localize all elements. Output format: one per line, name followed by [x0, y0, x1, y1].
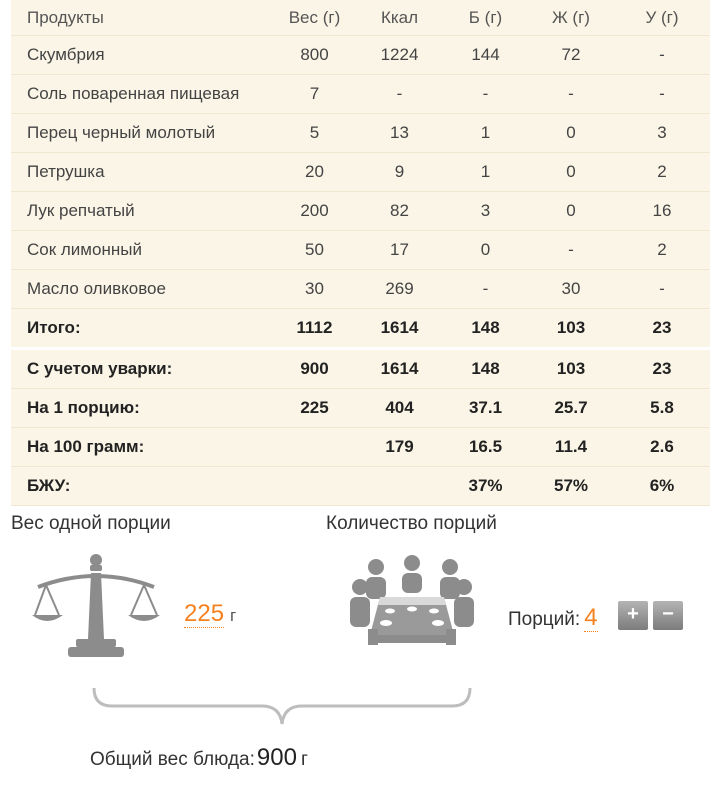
header-product: Продукты — [11, 0, 273, 36]
total-dish-weight — [90, 744, 308, 772]
cell-weight: 900 — [273, 349, 356, 389]
total-weight-number: 900 — [256, 744, 297, 771]
cell-protein: 148 — [443, 309, 528, 349]
totals-label: На 1 порцию: — [11, 389, 273, 428]
portion-weight-unit: г — [230, 606, 237, 625]
cell-weight: 30 — [273, 270, 356, 309]
product-name: Масло оливковое — [11, 270, 273, 309]
cell-carbs: 2.6 — [614, 428, 710, 467]
table-row — [11, 231, 710, 270]
portion-weight-label: Вес одной порции — [11, 513, 171, 534]
cell-fat: 103 — [528, 349, 614, 389]
cell-weight — [273, 467, 356, 506]
cell-protein: 1 — [443, 153, 528, 192]
cell-kcal: 1614 — [356, 349, 443, 389]
cell-weight: 50 — [273, 231, 356, 270]
cell-carbs: 3 — [614, 114, 710, 153]
total-weight-label: Общий вес блюда: — [90, 749, 255, 770]
cell-weight: 1112 — [273, 309, 356, 349]
cell-carbs: - — [614, 75, 710, 114]
cell-protein: 1 — [443, 114, 528, 153]
cell-carbs: - — [614, 270, 710, 309]
cell-kcal: 179 — [356, 428, 443, 467]
cell-fat: 72 — [528, 36, 614, 75]
portions-count-label: Количество порций — [326, 513, 497, 534]
table-row — [11, 36, 710, 75]
header-carbs: У (г) — [614, 0, 710, 36]
scale-icon — [32, 553, 162, 661]
total-weight-unit: г — [300, 749, 308, 770]
table-row — [11, 192, 710, 231]
increase-portions-button[interactable]: + — [618, 601, 648, 630]
cell-kcal: - — [356, 75, 443, 114]
cell-carbs: 2 — [614, 231, 710, 270]
table-row — [11, 153, 710, 192]
table-row — [11, 114, 710, 153]
product-name: Скумбрия — [11, 36, 273, 75]
cell-kcal: 404 — [356, 389, 443, 428]
cell-kcal: 82 — [356, 192, 443, 231]
cell-fat: 57% — [528, 467, 614, 506]
product-name: Петрушка — [11, 153, 273, 192]
cell-carbs: 2 — [614, 153, 710, 192]
cell-weight: 225 — [273, 389, 356, 428]
table-row — [11, 270, 710, 309]
totals-row — [11, 428, 710, 467]
totals-label: На 100 грамм: — [11, 428, 273, 467]
cell-fat: 0 — [528, 153, 614, 192]
cell-weight — [273, 428, 356, 467]
cell-protein: 16.5 — [443, 428, 528, 467]
totals-row — [11, 309, 710, 349]
product-name: Сок лимонный — [11, 231, 273, 270]
portions-control — [508, 604, 598, 632]
meeting-table-icon — [350, 555, 474, 647]
cell-kcal: 1614 — [356, 309, 443, 349]
cell-fat: - — [528, 231, 614, 270]
cell-protein: 3 — [443, 192, 528, 231]
totals-label: С учетом уварки: — [11, 349, 273, 389]
cell-carbs: 5.8 — [614, 389, 710, 428]
totals-row — [11, 349, 710, 389]
portions-count[interactable]: 4 — [584, 604, 598, 631]
product-name: Лук репчатый — [11, 192, 273, 231]
cell-fat: - — [528, 75, 614, 114]
cell-weight: 7 — [273, 75, 356, 114]
cell-carbs: - — [614, 36, 710, 75]
cell-weight: 200 — [273, 192, 356, 231]
cell-protein: - — [443, 270, 528, 309]
cell-kcal: 17 — [356, 231, 443, 270]
nutrition-table — [11, 0, 710, 506]
cell-carbs: 23 — [614, 349, 710, 389]
table-row — [11, 75, 710, 114]
product-name: Соль поваренная пищевая — [11, 75, 273, 114]
header-protein: Б (г) — [443, 0, 528, 36]
cell-carbs: 16 — [614, 192, 710, 231]
cell-protein: 0 — [443, 231, 528, 270]
cell-protein: 37.1 — [443, 389, 528, 428]
cell-weight: 20 — [273, 153, 356, 192]
totals-label: БЖУ: — [11, 467, 273, 506]
cell-kcal: 1224 — [356, 36, 443, 75]
header-fat: Ж (г) — [528, 0, 614, 36]
portion-weight-value — [184, 600, 236, 628]
cell-kcal: 13 — [356, 114, 443, 153]
portion-weight-number[interactable]: 225 — [184, 600, 225, 627]
table-header — [11, 0, 710, 36]
cell-kcal — [356, 467, 443, 506]
cell-protein: - — [443, 75, 528, 114]
totals-row — [11, 389, 710, 428]
cell-fat: 11.4 — [528, 428, 614, 467]
cell-fat: 103 — [528, 309, 614, 349]
portions-prefix: Порций: — [508, 609, 581, 630]
cell-fat: 0 — [528, 192, 614, 231]
header-kcal: Ккал — [356, 0, 443, 36]
totals-label: Итого: — [11, 309, 273, 349]
cell-kcal: 269 — [356, 270, 443, 309]
cell-protein: 37% — [443, 467, 528, 506]
cell-weight: 800 — [273, 36, 356, 75]
cell-fat: 25.7 — [528, 389, 614, 428]
cell-weight: 5 — [273, 114, 356, 153]
cell-protein: 148 — [443, 349, 528, 389]
cell-protein: 144 — [443, 36, 528, 75]
header-weight: Вес (г) — [273, 0, 356, 36]
totals-row — [11, 467, 710, 506]
cell-carbs: 6% — [614, 467, 710, 506]
cell-fat: 0 — [528, 114, 614, 153]
cell-fat: 30 — [528, 270, 614, 309]
product-name: Перец черный молотый — [11, 114, 273, 153]
curly-brace-divider — [90, 684, 474, 728]
decrease-portions-button[interactable]: − — [653, 601, 683, 630]
cell-kcal: 9 — [356, 153, 443, 192]
cell-carbs: 23 — [614, 309, 710, 349]
